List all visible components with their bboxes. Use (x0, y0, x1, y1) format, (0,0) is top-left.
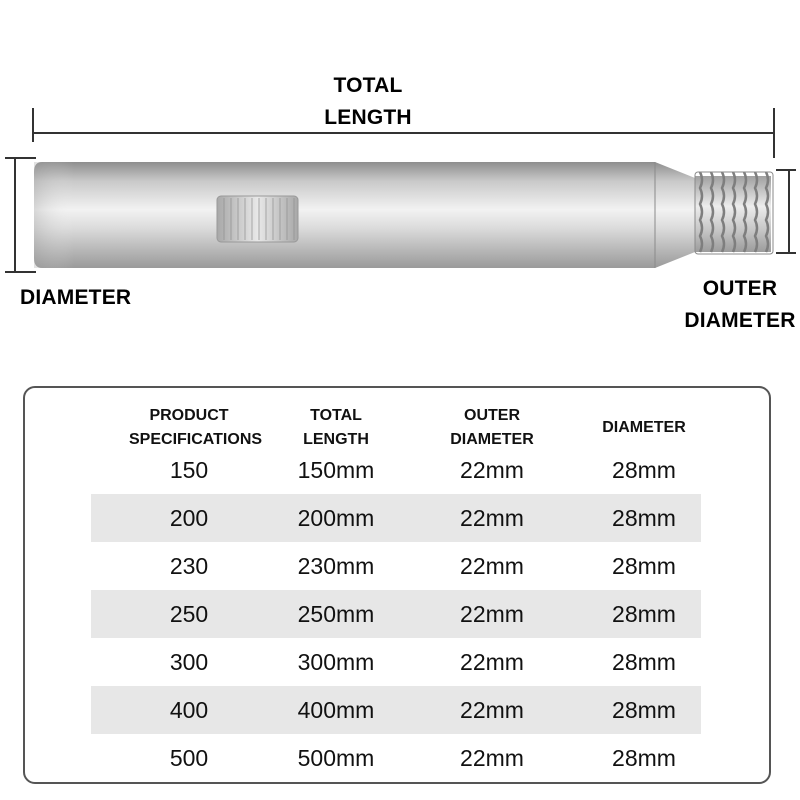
diameter-label: DIAMETER (20, 286, 132, 309)
cell-total-length: 300mm (297, 649, 375, 675)
cell-outer-diameter: 22mm (460, 649, 524, 675)
total-length-label (290, 70, 446, 134)
cell-spec: 150 (169, 457, 209, 483)
cell-total-length: 230mm (297, 553, 375, 579)
header-total-length (261, 404, 411, 452)
cell-spec: 250 (169, 601, 209, 627)
header-text: DIAMETER (602, 419, 686, 436)
cell-diameter: 28mm (612, 649, 676, 675)
header-text: DIAMETER (450, 431, 534, 448)
cell-outer-diameter: 22mm (460, 553, 524, 579)
header-text: OUTER (464, 407, 520, 424)
total-length-label-line1: TOTAL (333, 74, 403, 97)
header-text: PRODUCT (149, 407, 229, 424)
header-diameter (569, 416, 719, 440)
cell-diameter: 28mm (612, 457, 676, 483)
header-text: LENGTH (303, 431, 369, 448)
knurled-grip (217, 196, 298, 242)
cell-spec: 400 (169, 697, 209, 723)
header-text: TOTAL (310, 407, 362, 424)
total-length-label-line2: LENGTH (324, 106, 412, 129)
outer-diameter-label-line1: OUTER (702, 277, 778, 300)
cell-total-length: 400mm (297, 697, 375, 723)
rod-body (34, 162, 695, 268)
table-row (91, 590, 701, 638)
cell-diameter: 28mm (612, 745, 676, 771)
cell-outer-diameter: 22mm (460, 457, 524, 483)
table-row (91, 686, 701, 734)
outer-diameter-dimension-line (776, 170, 796, 253)
header-text: SPECIFICATIONS (129, 431, 263, 448)
cell-total-length: 150mm (297, 457, 375, 483)
table-row (91, 446, 701, 494)
diameter-dimension-line (5, 158, 36, 272)
table-row (91, 494, 701, 542)
header-product-specifications (129, 404, 263, 452)
cell-diameter: 28mm (612, 505, 676, 531)
cell-total-length: 500mm (297, 745, 375, 771)
table-row (91, 734, 701, 782)
header-outer-diameter (417, 404, 567, 452)
cell-outer-diameter: 22mm (460, 505, 524, 531)
cell-spec: 200 (169, 505, 209, 531)
table-row (91, 542, 701, 590)
specification-table (23, 386, 771, 784)
cell-diameter: 28mm (612, 553, 676, 579)
cell-outer-diameter: 22mm (460, 697, 524, 723)
table-row (91, 638, 701, 686)
outer-diameter-label-line2: DIAMETER (684, 309, 796, 332)
outer-diameter-label (680, 273, 800, 337)
cell-total-length: 250mm (297, 601, 375, 627)
threaded-end (695, 172, 773, 254)
cell-diameter: 28mm (612, 697, 676, 723)
cell-total-length: 200mm (297, 505, 375, 531)
cell-spec: 500 (169, 745, 209, 771)
cell-spec: 230 (169, 553, 209, 579)
cell-diameter: 28mm (612, 601, 676, 627)
cell-outer-diameter: 22mm (460, 745, 524, 771)
cell-outer-diameter: 22mm (460, 601, 524, 627)
cell-spec: 300 (169, 649, 209, 675)
